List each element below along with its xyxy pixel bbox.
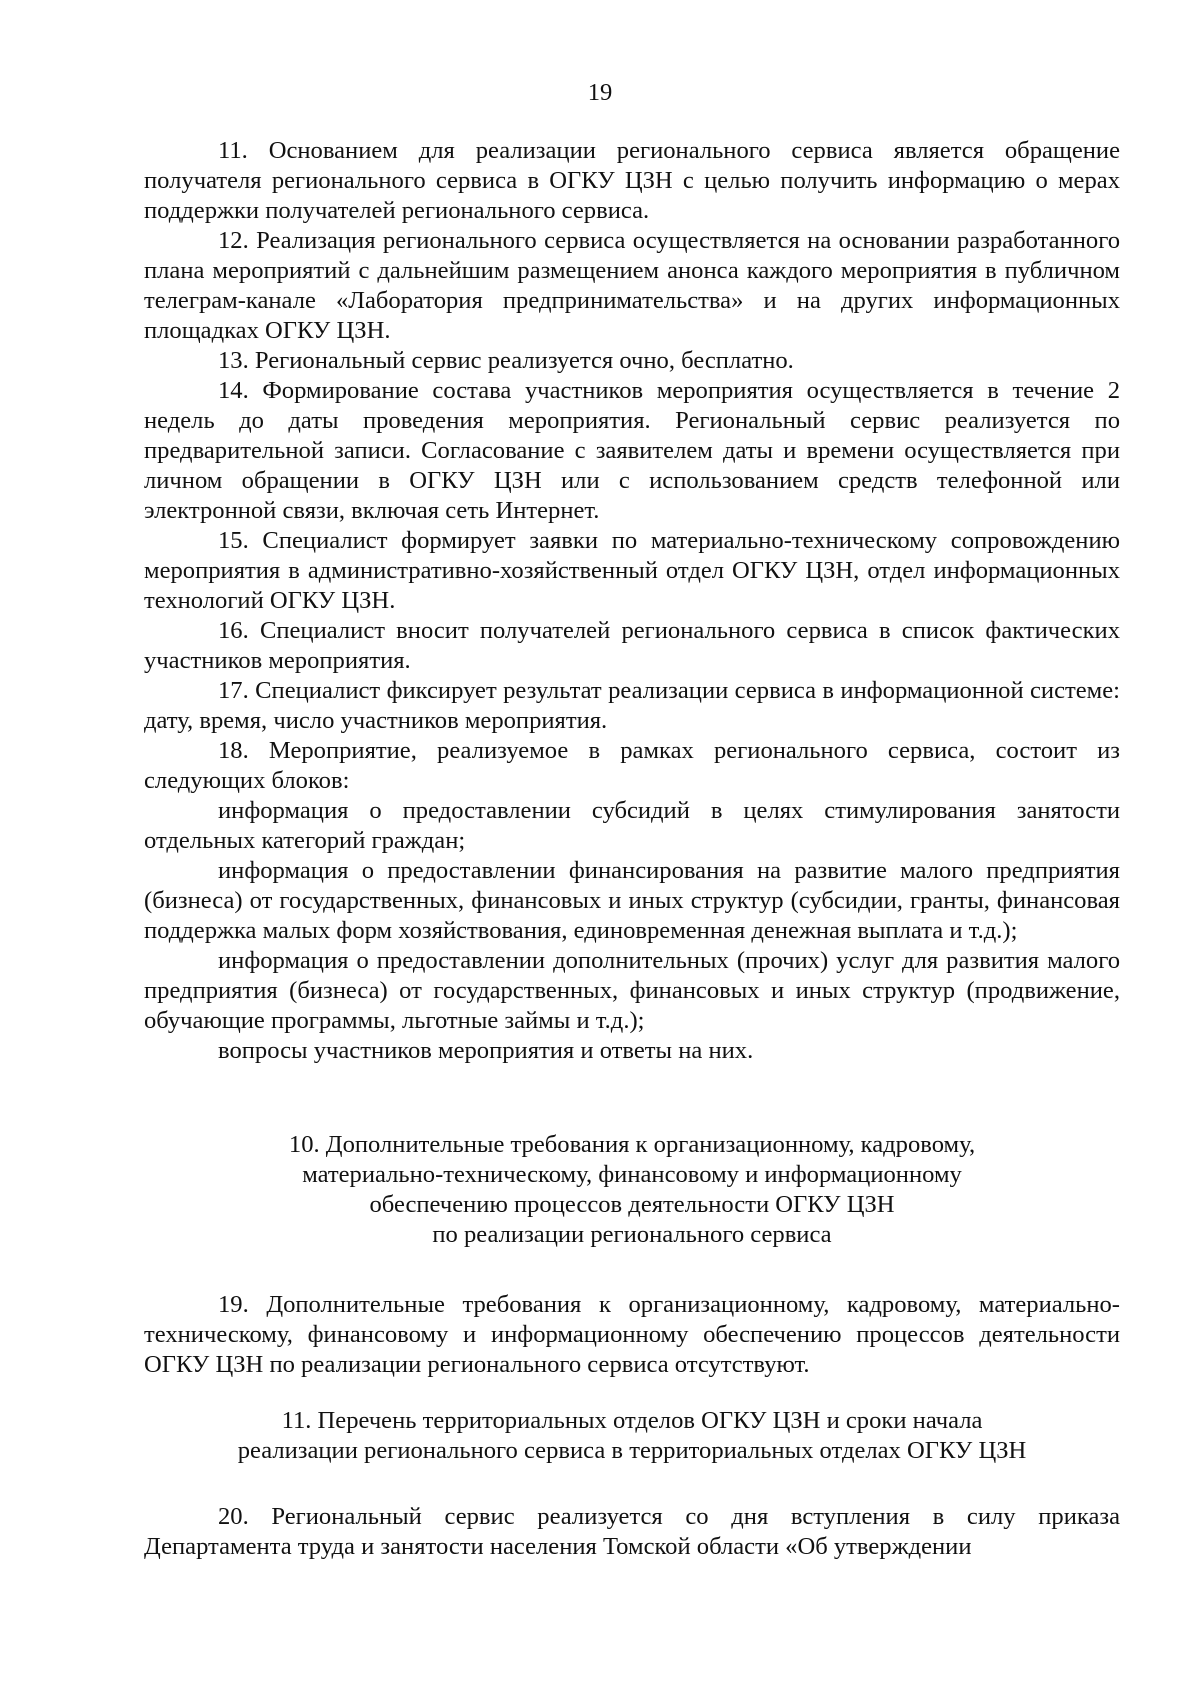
paragraph-15: 15. Специалист формирует заявки по материально-техническому сопровождению мероприятия в административно-хозяйственный отдел ОГКУ ЦЗН, отдел информационных технологий ОГКУ ЦЗН. (144, 527, 1120, 614)
list-item: вопросы участников мероприятия и ответы на них. (218, 1037, 754, 1064)
list-item: информация о предоставлении финансирования на развитие малого предприятия (бизнеса) от государственных, финансовых и иных структур (субсидии, гранты, финансовая поддержка малых форм хозяйствования, единовременная денежная выплата и т.д.); (144, 857, 1120, 944)
paragraph-17: 17. Специалист фиксирует результат реализации сервиса в информационной системе: дату, время, число участников мероприятия. (144, 677, 1120, 734)
section-10-body (144, 1290, 1120, 1380)
paragraph-11: 11. Основанием для реализации регионального сервиса является обращение получателя регионального сервиса в ОГКУ ЦЗН с целью получить информацию о мерах поддержки получателей регионального сервиса. (144, 137, 1120, 224)
paragraph-14: 14. Формирование состава участников мероприятия осуществляется в течение 2 недель до даты проведения мероприятия. Региональный сервис реализуется по предварительной записи. Согласование с заявителем даты и времени осуществляется при личном обращении в ОГКУ ЦЗН или с использованием средств телефонной или электронной связи, включая сеть Интернет. (144, 377, 1120, 524)
paragraph-18: 18. Мероприятие, реализуемое в рамках регионального сервиса, состоит из следующих блоков: (144, 737, 1120, 794)
heading-line: по реализации регионального сервиса (432, 1221, 832, 1248)
heading-line: реализации регионального сервиса в территориальных отделах ОГКУ ЦЗН (237, 1437, 1027, 1464)
paragraph-13: 13. Региональный сервис реализуется очно, бесплатно. (218, 347, 794, 374)
list-item: информация о предоставлении дополнительных (прочих) услуг для развития малого предприятия (бизнеса) от государственных, финансовых и иных структур (продвижение, обучающие программы, льготные займы и т.д.); (144, 947, 1120, 1034)
paragraph-12: 12. Реализация регионального сервиса осуществляется на основании разработанного плана мероприятий с дальнейшим размещением анонса каждого мероприятия в публичном телеграм-канале «Лаборатория предпринимательства» и на других информационных площадках ОГКУ ЦЗН. (144, 227, 1120, 344)
page-number: 19 (587, 79, 613, 106)
section-10-heading (144, 1130, 1120, 1250)
paragraph-19: 19. Дополнительные требования к организационному, кадровому, материально-техническому, финансовому и информационному обеспечению процессов деятельности ОГКУ ЦЗН по реализации регионального сервиса отсутствуют. (144, 1291, 1120, 1378)
heading-line: 10. Дополнительные требования к организационному, кадровому, (288, 1131, 976, 1158)
section-11-heading (144, 1406, 1120, 1466)
section-11-body (144, 1502, 1120, 1562)
heading-line: 11. Перечень территориальных отделов ОГКУ ЦЗН и сроки начала (281, 1407, 983, 1434)
heading-line: материально-техническому, финансовому и информационному (302, 1161, 962, 1188)
paragraph-20: 20. Региональный сервис реализуется со дня вступления в силу приказа Департамента труда и занятости населения Томской области «Об утверждении (144, 1503, 1120, 1560)
heading-line: обеспечению процессов деятельности ОГКУ ЦЗН (369, 1191, 895, 1218)
list-item: информация о предоставлении субсидий в целях стимулирования занятости отдельных категорий граждан; (144, 797, 1120, 854)
paragraphs-block (144, 136, 1120, 1066)
paragraph-16: 16. Специалист вносит получателей регионального сервиса в список фактических участников мероприятия. (144, 617, 1120, 674)
